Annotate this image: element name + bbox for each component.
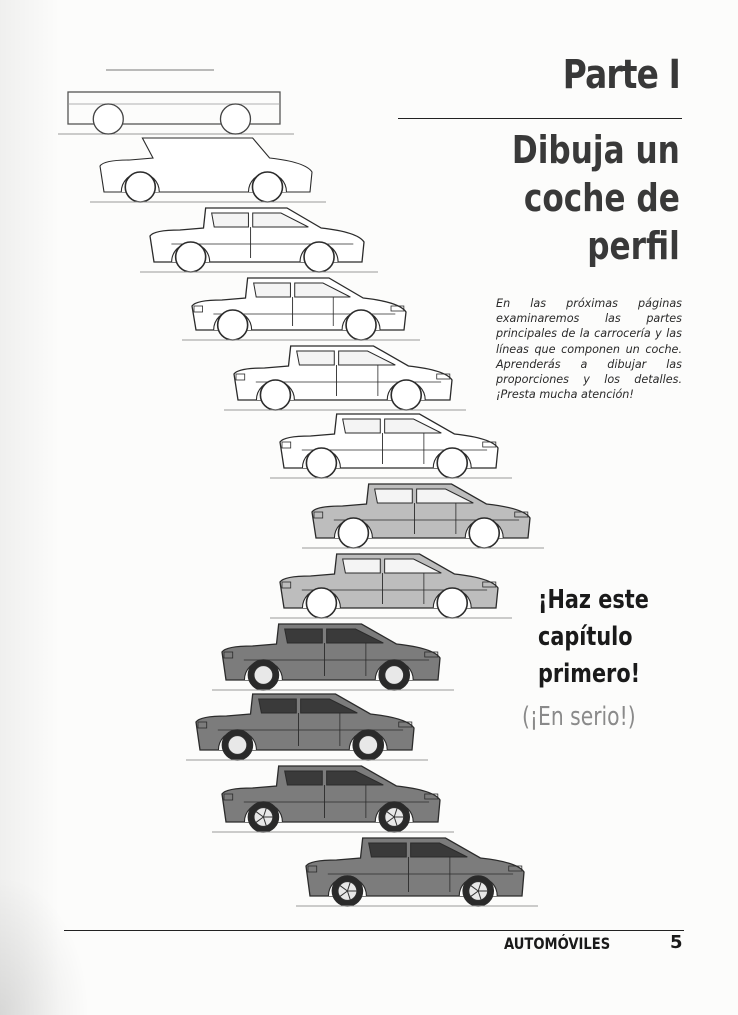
car-drawing-step <box>140 208 378 272</box>
chapter-title-line: Dibuja un <box>512 128 680 172</box>
callout-heading <box>538 582 649 693</box>
car-drawing-step <box>224 346 466 410</box>
intro-paragraph: En las próximas páginas examinaremos las partes principales de la carrocería y las líneas que componen un coche. Aprenderás a dibujar las proporciones y los detalles. ¡Presta mucha atención! <box>496 297 682 402</box>
car-drawing-step <box>302 484 544 548</box>
car-drawing-step <box>212 624 454 690</box>
title-divider <box>398 118 682 119</box>
car-drawing-step <box>186 694 428 760</box>
car-drawing-step <box>58 70 294 134</box>
chapter-title-line: perfil <box>587 224 680 268</box>
callout-line: primero! <box>538 659 641 689</box>
car-drawing-step <box>90 138 326 202</box>
car-drawing-step <box>212 766 454 832</box>
footer-book-title: AUTOMÓVILES <box>504 934 611 953</box>
footer-divider <box>64 930 684 931</box>
part-title: Parte I <box>562 52 680 98</box>
car-drawing-step <box>270 554 512 618</box>
callout-line: ¡Haz este <box>538 585 649 615</box>
car-drawing-step <box>270 414 512 478</box>
callout-aside: (¡En serio!) <box>522 702 636 732</box>
callout-line: capítulo <box>538 622 633 652</box>
chapter-title <box>512 126 680 270</box>
page-number: 5 <box>670 932 683 953</box>
car-drawing-step <box>296 838 538 906</box>
chapter-title-line: coche de <box>524 176 680 220</box>
car-drawing-step <box>182 278 420 340</box>
